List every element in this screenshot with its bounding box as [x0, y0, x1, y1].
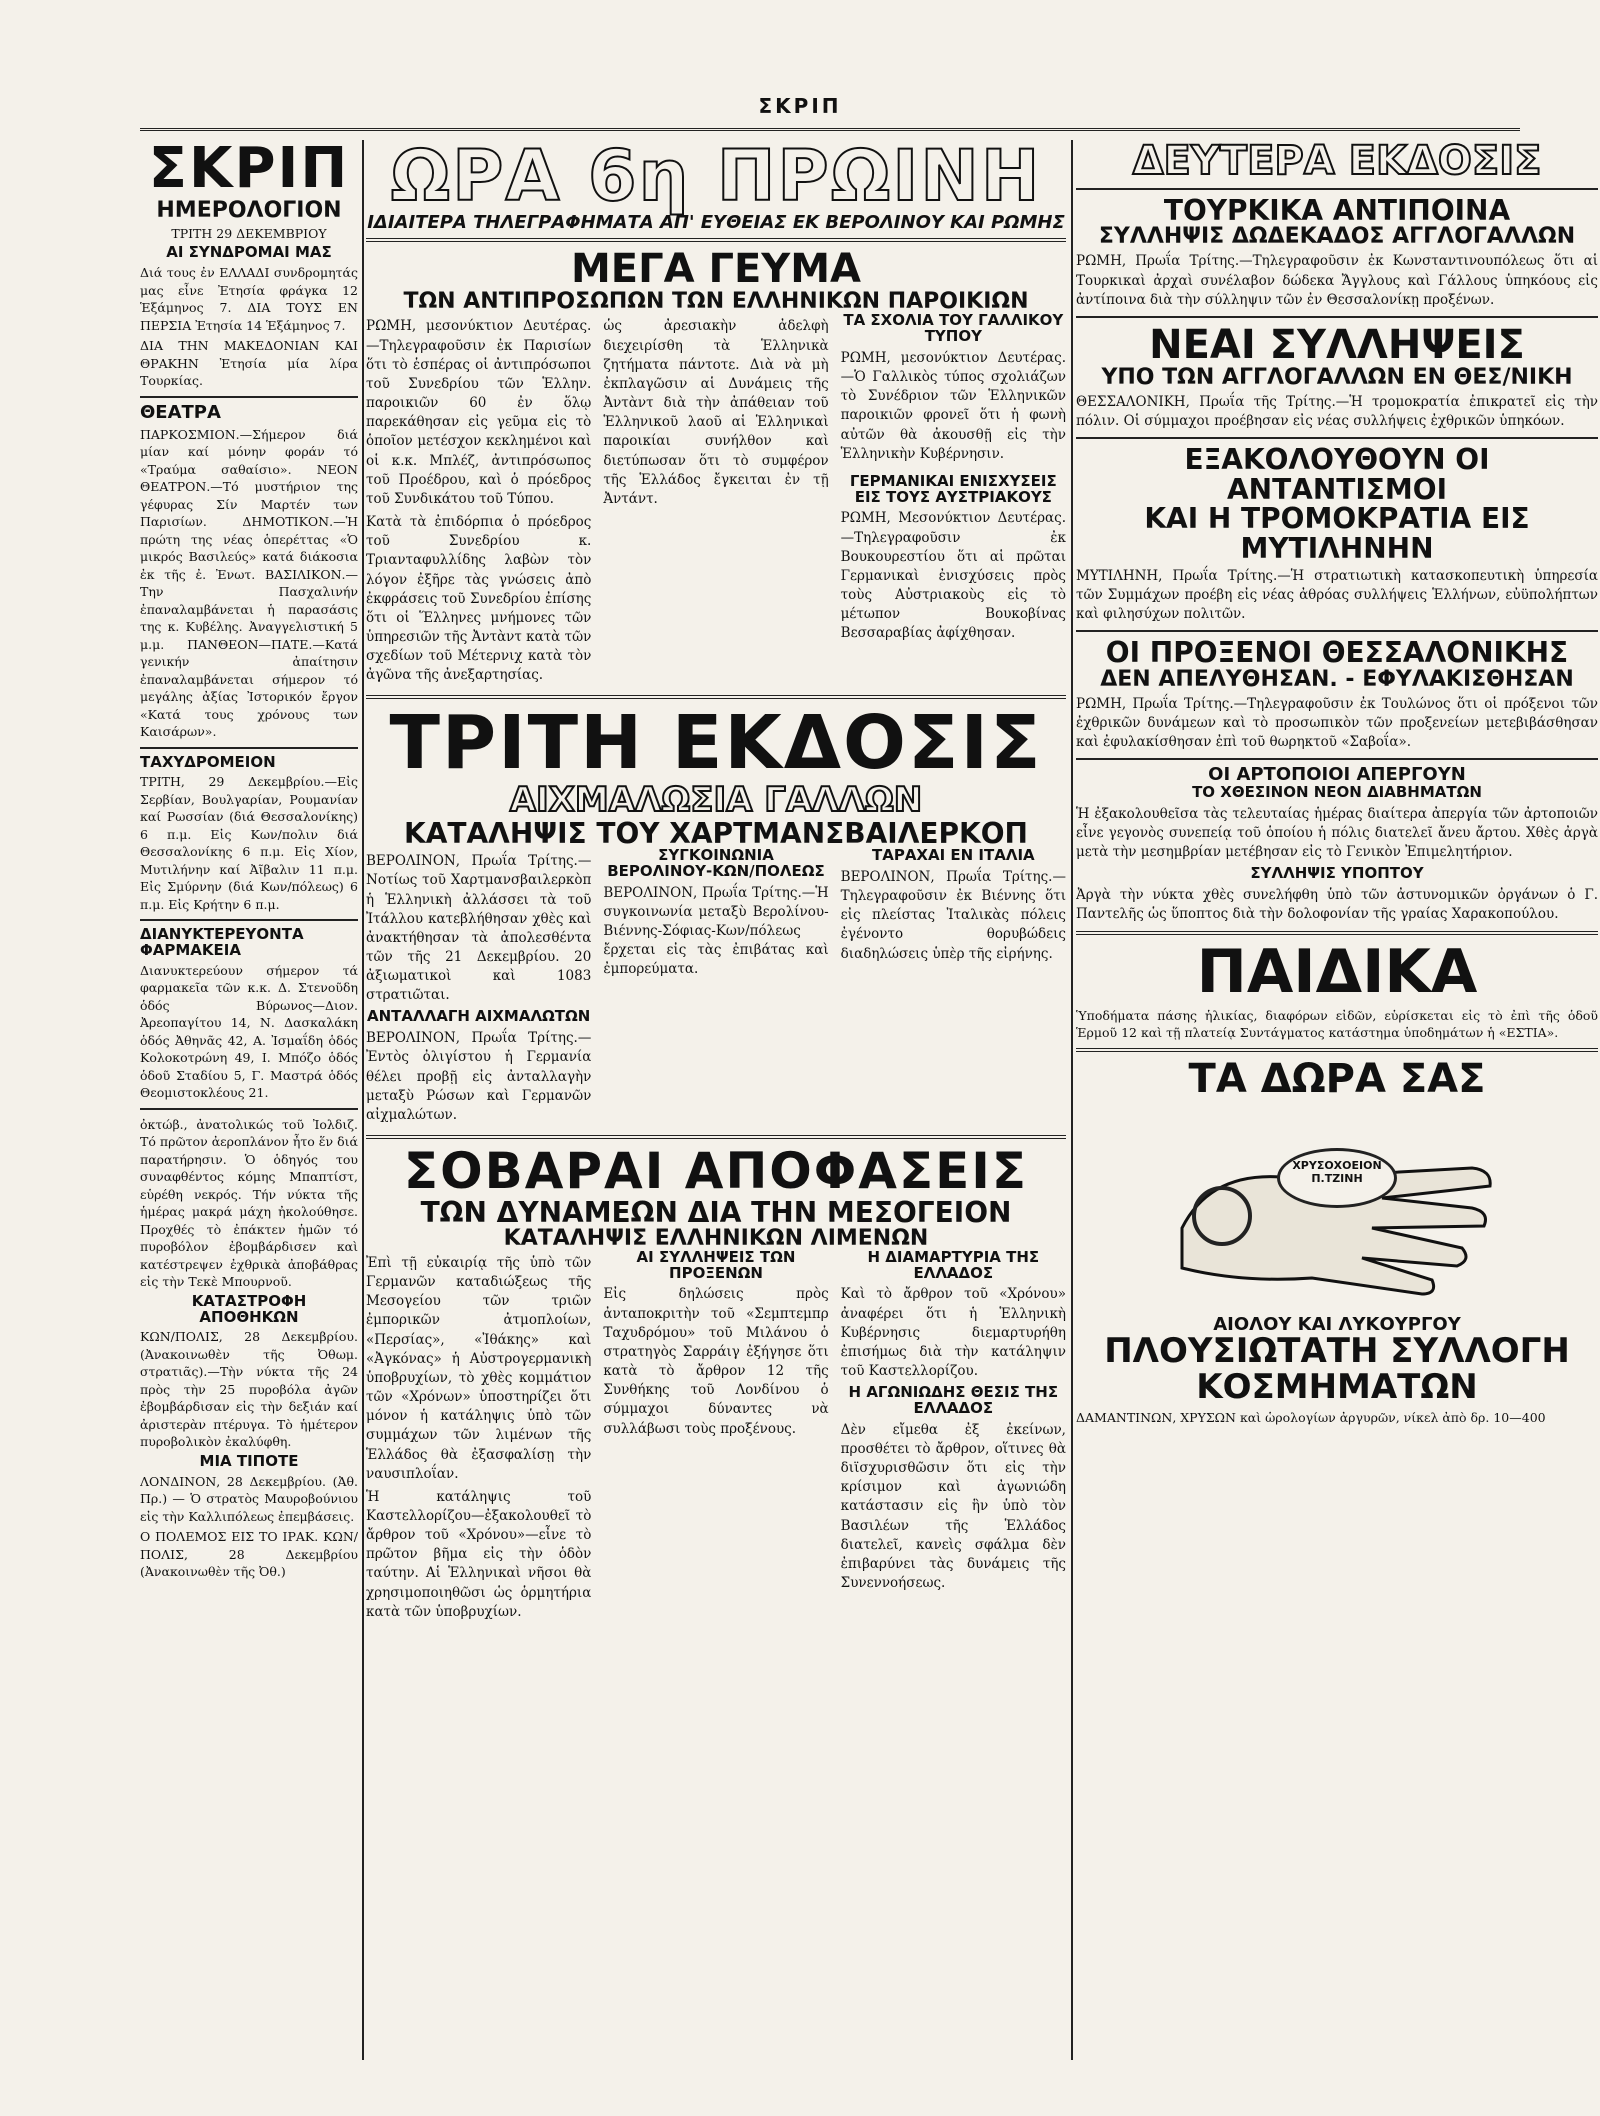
banner-title: ΩΡΑ 6η ΠΡΩΙΝΗ: [390, 140, 1042, 217]
top-rule: [140, 128, 1520, 131]
right-headline-2-sub: ΥΠΟ ΤΩΝ ΑΓΓΛΟΓΑΛΛΩΝ ΕΝ ΘΕΣ/ΝΙΚΗ: [1101, 364, 1573, 390]
pharmacies-heading: ΔΙΑΝΥΚΤΕΡΕΥΟΝΤΑ ΦΑΡΜΑΚΕΙΑ: [140, 925, 304, 960]
column-divider: [362, 140, 364, 2060]
post-text: ΤΡΙΤΗ, 29 Δεκεμβρίου.—Εἰς Σερβίαν, Βουλγαρίαν, Ρουμανίαν καί Ρωσσίαν (διά Θεσσαλονίκης) 6 π.μ. Εἰς Κων/πολιν διά Θεσσαλονίκης 6 π.μ. Εἰς Χίον, Μυτιλήνην καί Ἀῖβαλιν 11 π.μ. Εἰς Σμύρνην (διά Κων/πόλεως) 6 π.μ. Εἰς Κρήτην 6 π.μ.: [140, 774, 358, 912]
right-headline-4: ΟΙ ΠΡΟΞΕΝΟΙ ΘΕΣΣΑΛΟΝΙΚΗΣ: [1105, 636, 1569, 670]
story3-text: ΛΟΝΔΙΝΟΝ, 28 Δεκεμβρίου. (Ἀθ. Πρ.) — Ὁ στρατὸς Μαυροβούνιου εἰς τὴν Καλλιπόλεως ἐπεμβάσεις.: [140, 1473, 358, 1524]
masthead: ΣΚΡΙΠ: [758, 94, 842, 118]
right-article-2: ΘΕΣΣΑΛΟΝΙΚΗ, Πρωΐα τῆς Τρίτης.—Ἡ τρομοκρατία ἐπικρατεῖ εἰς τὴν πόλιν. Οἱ σύμμαχοι προέβησαν εἰς νέας συλλήψεις ἐχθρικῶν ὑπηκόων.: [1076, 394, 1598, 430]
headline-2: ΤΡΙΤΗ ΕΚΔΟΣΙΣ: [389, 700, 1043, 787]
ad-gifts-line-3: ΚΟΣΜΗΜΑΤΩΝ: [1196, 1367, 1478, 1408]
article-c3: Εἰς δηλώσεις πρὸς ἀνταποκριτὴν τοῦ «Σεμπτεμπρ Ταχυδρόμου» τοῦ Μιλάνου ὁ στρατηγὸς Σαρράιγ ἐξήγησε ὅτι κατὰ τὸ ἄρθρον 12 τῆς Συνθήκης τοῦ Λονδίνου ὁ σύμμαχοι δύναντες νὰ συλλάβωσι τοὺς προξένους.: [603, 1286, 829, 1437]
right-headline-3: ΕΞΑΚΟΛΟΥΘΟΥΝ ΟΙ ΑΝΤΑΝΤΙΣΜΟΙ: [1184, 443, 1490, 506]
article-c5-heading: Η ΑΓΩΝΙΩΔΗΣ ΘΕΣΙΣ ΤΗΣ ΕΛΛΑΔΟΣ: [848, 1383, 1059, 1418]
article-b4: ΒΕΡΟΛΙΝΟΝ, Πρωΐα Τρίτης.—Ἡ συγκοινωνία μεταξὺ Βερολίνου-Βιέννης-Σόφιας-Κων/πόλεως ἔρχεται εἰς τὰς ἐπιβάτας καὶ ἐμπορεύματα.: [603, 884, 829, 978]
right-article-3: ΜΥΤΙΛΗΝΗ, Πρωΐα Τρίτης.—Ἡ στρατιωτικὴ κατασκοπευτικὴ ὑπηρεσία τῶν Συμμάχων προέβη εἰς νέας ἀθρόας συλλήψεις Ἑλλήνων, εὐϋπολήπτων καὶ φιλησύχων πολιτῶν.: [1076, 567, 1598, 623]
right-column: [1076, 140, 1598, 2060]
watch-icon: [1192, 1186, 1252, 1246]
post-heading: ΤΑΧΥΔΡΟΜΕΙΟΝ: [140, 752, 276, 771]
article-1-p1: ΡΩΜΗ, μεσονύκτιον Δευτέρας.—Τηλεγραφοῦσιν ἐκ Παρισίων ὅτι τὸ ἑσπέρας οἱ ἀντιπρόσωποι τοῦ Συνεδρίου τῶν Ἑλλην. παροικιῶν 60 ἐν ὅλῳ παρεκάθησαν εἰς γεῦμα εἰς τὸ ὁποῖον μετέσχον κεκλημένοι καὶ οἱ κ.κ. Μπλέζ, ἀντιπρόσωπος τοῦ Προέδρου, καὶ ὁ πρόεδρος τοῦ Συνδικάτου τοῦ Τύπου.: [366, 318, 592, 507]
story3-heading: ΜΙΑ ΤΙΠΟΤΕ: [199, 1451, 299, 1470]
article-5-heading: ΓΕΡΜΑΝΙΚΑΙ ΕΝΙΣΧΥΣΕΙΣ ΕΙΣ ΤΟΥΣ ΑΥΣΤΡΙΑΚΟΥΣ: [849, 471, 1057, 506]
right-headline-5: ΟΙ ΑΡΤΟΠΟΙΟΙ ΑΠΕΡΓΟΥΝ: [1208, 764, 1466, 786]
right-article-4: ΡΩΜΗ, Πρωΐα Τρίτης.—Τηλεγραφοῦσιν ἐκ Τουλώνος ὅτι οἱ πρόξενοι τῶν ἐχθρικῶν δυνάμεων καὶ τὸ προσωπικὸν τῶν προξενείων μετεβιβάσθησαν καὶ ἐφυλακίσθησαν ἐπὶ τοῦ θωρηκτοῦ «Σαβοΐα».: [1076, 695, 1598, 751]
theatres-text: ΠΑΡΚΟΣΜΙΟΝ.—Σήμερον διά μίαν καί μόνην φοράν τό «Τραύμα σαθαίσιο». ΝΕΟΝ ΘΕΑΤΡΟΝ.—Τό μυστήριον της γέφυρας Σίν Μαρτέν των Παρισίων. ΔΗΜΟΤΙΚΟΝ.—Ἡ πρώτη της νέας ὁπερέττας «Ὁ μικρός Βασιλεύς» κατά διάκοσια ἐκ τῆς ἐ. Ἐνωτ. ΒΑΣΙΛΙΚΟΝ.—Την Πασχαλινήν ἐπαναλαμβάνεται ἡ παρασάσις της κ. Κυβέλης. Ἀναγγελιστική 5 μ.μ. ΠΑΝΘΕΟΝ—ΠΑΤΕ.—Κατά γενικήν ἀπαίτησιν ἐπαναλαμβάνεται σήμερον τό μεγάλης ἀξίας Ἰστορικόν ἔργον «Κατά τους χρόνους των Καισάρων».: [140, 426, 358, 740]
story-text: ὀκτώβ., ἀνατολικώς τοῦ Ἰολδιζ. Τό πρῶτον ἀεροπλάνον ἦτο ἕν διά παρατήρησιν. Ὁ ὁδηγός του συναφθέντος κόμης Μπαπτίστ, εὑρέθη νεκρός. Τήν νύκτα τῆς ἡμέρας μακρά μάχη ἠκολούθησε. Προχθές τὸ ἐπάκτεν ἡμῶν τό πυροβόλον ἐβομβάρδισεν καὶ κατέστρεψεν ἐχθρικὰ ἀποβάθρας εἰς τὴν Τεκὲ Μπουρνοῦ.: [140, 1116, 358, 1290]
article-1-p2: Κατὰ τὰ ἐπιδόρπια ὁ πρόεδρος τοῦ Συνεδρίου κ. Τριανταφυλλίδης λαβὼν τὸν λόγον ἐξῆρε τὰς γνώσεις ἀπὸ ἐκφράσεις τοῦ Συνεδρίου ἐπίσης ὅτι οἱ Ἕλληνες μνήμονες τῶν ὑπηρεσιῶν τῆς Ἀντὰντ κατὰ τῶν σχεδίων τοῦ Μέτερνιχ κατὰ τὸν ἀγῶνα τῆς ἀνεξαρτησίας.: [366, 514, 592, 684]
article-c4-heading: Η ΔΙΑΜΑΡΤΥΡΙΑ ΤΗΣ ΕΛΛΑΔΟΣ: [867, 1247, 1040, 1282]
story2-text: ΚΩΝ/ΠΟΛΙΣ, 28 Δεκεμβρίου. (Ἀνακοινωθὲν τῆς Ὀθωμ. στρατιᾶς).—Τὴν νύκτα τῆς 24 πρὸς τὴν 25 πυροβόλα ἀγῶν ἐβομβάρδισαν εἰς τὴν δεξιάν καί ἀριστερὰν πτέρυγα. Τὸ ἡμέτερον πυροβολικὸν ἐκαλύφθη.: [140, 1329, 358, 1450]
right-headline-3-sub: ΚΑΙ Η ΤΡΟΜΟΚΡΑΤΙΑ ΕΙΣ ΜΥΤΙΛΗΝΗΝ: [1144, 502, 1530, 565]
subscriptions-text: Διά τους ἐν ΕΛΛΑΔΙ συνδρομητάς μας εἶνε Ἐτησία φράγκα 12 Ἑξάμηνος 7. ΔΙΑ ΤΟΥΣ ΕΝ ΠΕΡΣΙΑ Ἐτησία 14 Ἑξάμηνος 7.: [140, 265, 358, 333]
headline-3: ΣΟΒΑΡΑΙ ΑΠΟΦΑΣΕΙΣ: [403, 1142, 1029, 1200]
headline-1-sub: ΤΩΝ ΑΝΤΙΠΡΟΣΩΠΩΝ ΤΩΝ ΕΛΛΗΝΙΚΩΝ ΠΑΡΟΙΚΙΩΝ: [403, 289, 1029, 315]
article-4-text: ΡΩΜΗ, μεσονύκτιον Δευτέρας.—Ὁ Γαλλικὸς τύπος σχολιάζων τὸ Συνέδριον τῶν Ἑλληνικῶν παροικιῶν φρονεῖ ὅτι ἡ φωνὴ αὐτῶν θὰ ἀκουσθῇ εἰς τὴν Ἑλληνικὴν Κυβέρνησιν.: [840, 349, 1066, 462]
subscriptions-text-2: ΔΙΑ ΤΗΝ ΜΑΚΕΔΟΝΙΑΝ ΚΑΙ ΘΡΑΚΗΝ Ἐτησία μία λίρα Τουρκίας.: [140, 338, 358, 389]
right-headline-5-sub: ΤΟ ΧΘΕΣΙΝΟΝ ΝΕΟΝ ΔΙΑΒΗΜΑΤΩΝ: [1192, 783, 1482, 802]
article-b2: ΒΕΡΟΛΙΝΟΝ, Πρωΐα Τρίτης.—Ἐντὸς ὀλιγίστου ἡ Γερμανία θέλει προβῇ εἰς ἀνταλλαγὴν μεταξὺ Ρώσων καὶ Γερμανῶν αἰχμαλώτων.: [366, 1030, 592, 1123]
calendar-date: ΤΡΙΤΗ 29 ΔΕΚΕΜΒΡΙΟΥ: [171, 225, 327, 241]
ad-gifts-line-1: ΑΙΟΛΟΥ ΚΑΙ ΛΥΚΟΥΡΓΟΥ: [1213, 1313, 1461, 1335]
headline-3-sub: ΤΩΝ ΔΥΝΑΜΕΩΝ ΔΙΑ ΤΗΝ ΜΕΣΟΓΕΙΟΝ: [420, 1195, 1012, 1229]
article-c1: Ἐπὶ τῇ εὐκαιρίᾳ τῆς ὑπὸ τῶν Γερμανῶν καταδιώξεως τῆς Μεσογείου τῶν τριῶν ἐμπορικῶν ἀτμοπλοίων, «Περσίας», «Ἰθάκης» καὶ «Ἀγκόνας» ἡ Αὐστρογερμανικὴ ὑποβρυχίων, τὸ χθὲς κομμάτιον τῶν «Χρόνων» ὑποστηρίζει ὅτι μόνον ἡ κατάληψις ὑπὸ τῶν συμμάχων τῶν λιμένων τῆς Ἑλλάδος θὰ ἐξασφαλίσῃ τὴν ναυσιπλοΐαν.: [366, 1254, 592, 1482]
article-5-text: ΡΩΜΗ, Μεσονύκτιον Δευτέρας.—Τηλεγραφοῦσιν ἐκ Βουκουρεστίου ὅτι αἱ πρῶται Γερμανικαὶ ἐνισχύσεις πρὸς τοὺς Αὐστριακοὺς εἰς τὸ μέτωπον Βουκοβίνας Βεσσαραβίας ἀφίχθησαν.: [840, 510, 1066, 642]
theatres-heading: ΘΕΑΤΡΑ: [140, 401, 221, 423]
right-headline-6: ΣΥΛΛΗΨΙΣ ΥΠΟΠΤΟΥ: [1250, 864, 1424, 883]
right-article-6: Ἀργὰ τὴν νύκτα χθὲς συνελήφθη ὑπὸ τῶν ἀστυνομικῶν ὀργάνων ὁ Γ. Παντελῆς ὡς ὕποπτος διὰ τὴν δολοφονίαν τῆς γραίας Χαρακοπούλου.: [1076, 887, 1598, 923]
article-b2-heading: ΑΝΤΑΛΛΑΓΗ ΑΙΧΜΑΛΩΤΩΝ: [366, 1007, 591, 1026]
article-c4: Καὶ τὸ ἄρθρον τοῦ «Χρόνου» ἀναφέρει ὅτι ἡ Ἑλληνικὴ Κυβέρνησις διεμαρτυρήθη ἐπισήμως διὰ τὴν κατάληψιν τοῦ Καστελλορίζου.: [840, 1286, 1066, 1380]
article-c3-heading: ΑΙ ΣΥΛΛΗΨΕΙΣ ΤΩΝ ΠΡΟΞΕΝΩΝ: [636, 1247, 796, 1282]
right-article-5: Ἡ ἐξακολουθεῖσα τὰς τελευταίας ἡμέρας διαίτερα ἀπεργία τῶν ἀρτοποιῶν εἶνε γεγονὸς συνεπείᾳ τοῦ ὁποίου ἡ πόλις διατελεῖ ἄνευ ἄρτου. Χθὲς ἀργὰ μετὰ τὴν μεσημβρίαν μετέβησαν εἰς τὸ Γενικὸν Ἐπιμελητήριον.: [1076, 805, 1598, 861]
left-column: [140, 140, 358, 2060]
calendar-title: ΣΚΡΙΠ: [148, 140, 350, 201]
subscriptions-heading: ΑΙ ΣΥΝΔΡΟΜΑΙ ΜΑΣ: [166, 243, 332, 262]
article-b4-heading: ΣΥΓΚΟΙΝΩΝΙΑ ΒΕΡΟΛΙΝΟΥ-ΚΩΝ/ΠΟΛΕΩΣ: [607, 846, 825, 880]
ad-gifts-title: ΤΑ ΔΩΡΑ ΣΑΣ: [1188, 1055, 1486, 1102]
right-headline-4-sub: ΔΕΝ ΑΠΕΛΥΘΗΣΑΝ. - ΕΦΥΛΑΚΙΣΘΗΣΑΝ: [1100, 666, 1574, 692]
article-c5: Δὲν εἴμεθα ἐξ ἐκείνων, προσθέτει τὸ ἄρθρον, οἵτινες θὰ διϊσχυρισθῶσιν ὅτι εἰς τὴν κρίσιμον καὶ ἀγωνιώδη κατάστασιν εἰς ἣν ὑπὸ τὸν Βασιλέων τῆς Ἑλλάδος διατελεῖ, κανεὶς σφάλμα δὲν ἐπιβαρύνει τὰς δυνάμεις τῆς Συνεννοήσεως.: [840, 1421, 1066, 1592]
ad-gifts-line-2: ΠΛΟΥΣΙΩΤΑΤΗ ΣΥΛΛΟΓΗ: [1104, 1331, 1570, 1372]
right-article-1: ΡΩΜΗ, Πρωΐα Τρίτης.—Τηλεγραφοῦσιν ἐκ Κωνσταντινουπόλεως ὅτι αἱ Τουρκικαὶ ἀρχαὶ συνέλαβον δώδεκα Ἄγγλους καὶ Γάλλους ὑπηκόους εἰς ἀντίποινα διὰ τὴν σύλληψιν τῶν ἐν Θεσσαλονίκῃ προξένων.: [1076, 253, 1598, 308]
headline-1: ΜΕΓΑ ΓΕΥΜΑ: [570, 246, 862, 293]
article-1-p3: ὡς ἀρεσιακὴν ἀδελφὴ διεχειρίσθη τὰ Ἑλληνικὰ ζητήματα πάντοτε. Διὰ νὰ μὴ ἐκπλαγῶσιν αἱ Δυνάμεις τῆς Ἀντὰντ διὰ τὴν ἀπάθειαν τοῦ Ἑλληνικοῦ λαοῦ αἱ Ἑλληνικαὶ παροικίαι συνήλθον καὶ διετύπωσαν ὅτι τὸ συμφέρον τῆς Ἑλλάδος ἔγκειται ἐν τῇ Ἀντάντ.: [603, 318, 829, 507]
center-column: [366, 140, 1066, 2060]
headline-2-sub: ΑΙΧΜΑΛΩΣΙΑ ΓΑΛΛΩΝ: [509, 780, 923, 821]
right-headline-1: ΤΟΥΡΚΙΚΑ ΑΝΤΙΠΟΙΝΑ: [1163, 194, 1511, 227]
right-headline-1-sub: ΣΥΛΛΗΨΙΣ ΔΩΔΕΚΑΔΟΣ ΑΓΓΛΟΓΑΛΛΩΝ: [1098, 224, 1576, 250]
pharmacies-text: Διανυκτερεύουν σήμερον τά φαρμακεῖα τῶν κ.κ. Δ. Στενοῦδη ὁδός Βύρωνος—Διον. Ἀρεοπαγίτου 14, Ν. Δασκαλάκη ὁδός Ἀθηνᾶς 42, Α. Ἰσμαΐδη ὁδός Κολοκοτρώνη 49, Ι. Μπόζο ὁδός ὁδοῦ Σταδίου 5, Γ. Μαστρά ὁδός Θεομιστοκλέους 21.: [140, 962, 358, 1101]
article-b1: ΒΕΡΟΛΙΝΟΝ, Πρωΐα Τρίτης.—Νοτίως τοῦ Χαρτμανσβαιλερκὸπ ἡ Ἑλληνικὴ ἀλλάσσει τὰ τοῦ Ἰτάλλου κατεβλήθησαν χθὲς καὶ ἀνακτήθησαν τὰ ἀπολεσθέντα τῶν τῆς 21 Δεκεμβρίου. 20 ἀξιωματικοὶ καὶ 1083 στρατιῶται.: [366, 853, 592, 1004]
ad-gifts-line-4: ΔΑΜΑΝΤΙΝΩΝ, ΧΡΥΣΩΝ καὶ ὡρολογίων ἀργυρῶν, νίκελ ἀπὸ δρ. 10—400: [1076, 1409, 1546, 1425]
story2-heading: ΚΑΤΑΣΤΡΟΦΗ ΑΠΟΘΗΚΩΝ: [191, 1291, 307, 1326]
ad-paidika-title: ΠΑΙΔΙΚΑ: [1196, 936, 1478, 1007]
jeweller-sign: ΧΡΥΣΟΧΟΕΙΟΝ Π.ΤΖΙΝΗ: [1277, 1148, 1397, 1208]
headline-2-sub2: ΚΑΤΑΛΗΨΙΣ ΤΟΥ ΧΑΡΤΜΑΝΣΒΑΙΛΕΡΚΟΠ: [404, 816, 1028, 850]
article-b3-heading: ΤΑΡΑΧΑΙ ΕΝ ΙΤΑΛΙΑ: [871, 846, 1035, 865]
article-4-heading: ΤΑ ΣΧΟΛΙΑ ΤΟΥ ΓΑΛΛΙΚΟΥ ΤΥΠΟΥ: [843, 311, 1064, 346]
article-c2: Ἡ κατάληψις τοῦ Καστελλορίζου—ἐξακολουθεῖ τὸ ἄρθρον τοῦ «Χρόνου»—εἶνε τὸ πρῶτον βῆμα εἰς τὴν ὁδὸν ταύτην. Αἱ Ἑλληνικαὶ νῆσοι θὰ χρησιμοποιηθῶσι ὡς ὁρμητήρια κατὰ τῶν ὑποβρυχίων.: [366, 1488, 592, 1620]
calendar-subtitle: ΗΜΕΡΟΛΟΓΙΟΝ: [156, 197, 342, 223]
right-headline-2: ΝΕΑΙ ΣΥΛΛΗΨΕΙΣ: [1149, 321, 1525, 368]
article-b3: ΒΕΡΟΛΙΝΟΝ, Πρωΐα Τρίτης.—Τηλεγραφοῦσιν ἐκ Βιέννης ὅτι εἰς πλείστας Ἰταλικὰς πόλεις ἐγένοντο θορυβώδεις διαδηλώσεις ὑπὲρ τῆς εἰρήνης.: [840, 868, 1066, 962]
second-edition-title: ΔΕΥΤΕΡΑ ΕΚΔΟΣΙΣ: [1132, 140, 1542, 184]
column-divider: [1071, 140, 1073, 2060]
headline-3-sub2: ΚΑΤΑΛΗΨΙΣ ΕΛΛΗΝΙΚΩΝ ΛΙΜΕΝΩΝ: [503, 1225, 929, 1251]
story4-text: Ο ΠΟΛΕΜΟΣ ΕΙΣ ΤΟ ΙΡΑΚ. ΚΩΝ/ΠΟΛΙΣ, 28 Δεκεμβρίου (Ἀνακοινωθὲν τῆς Ὀθ.): [140, 1529, 358, 1580]
banner-subtitle: ΙΔΙΑΙΤΕΡΑ ΤΗΛΕΓΡΑΦΗΜΑΤΑ ΑΠ' ΕΥΘΕΙΑΣ ΕΚ ΒΕΡΟΛΙΝΟΥ ΚΑΙ ΡΩΜΗΣ: [367, 211, 1065, 233]
ad-paidika-text: Ὑποδήματα πάσης ἡλικίας, διαφόρων εἰδῶν, εὑρίσκεται εἰς τὸ ἐπὶ τῆς ὁδοῦ Ἑρμοῦ 12 καὶ τῇ πλατείᾳ Συντάγματος κατάστημα ὑποδημάτων ἡ «ΕΣΤΙΑ».: [1076, 1007, 1598, 1041]
hand-illustration: [1172, 1108, 1502, 1308]
